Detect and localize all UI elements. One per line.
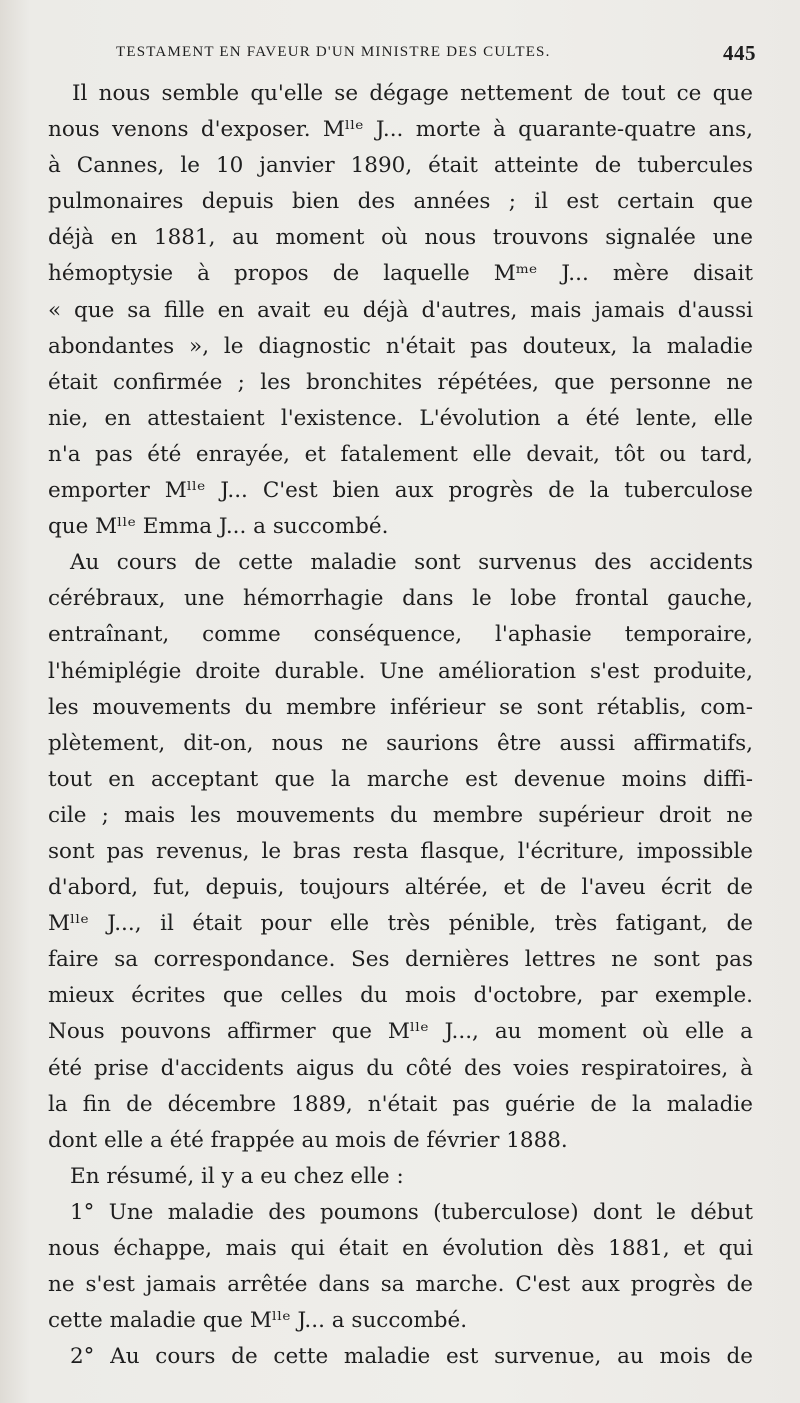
text-line: abondantes », le diagnostic n'était pas douteux, la maladie	[48, 333, 753, 359]
paragraph	[48, 545, 753, 1159]
body-text	[48, 76, 753, 1375]
text-line: Nous pouvons affirmer que Mˡˡᵉ J..., au moment où elle a	[48, 1019, 753, 1045]
running-header	[116, 41, 756, 65]
text-line: En résumé, il y a eu chez elle :	[70, 1163, 404, 1189]
text-line: nous venons d'exposer. Mˡˡᵉ J... morte à quarante-quatre ans,	[48, 117, 753, 143]
text-line: cette maladie que Mˡˡᵉ J... a succombé.	[48, 1308, 468, 1334]
paragraph	[48, 1159, 753, 1195]
text-line: « que sa fille en avait eu déjà d'autres, mais jamais d'aussi	[48, 297, 753, 323]
text-line: cile ; mais les mouvements du membre supérieur droit ne	[48, 802, 753, 828]
page-number: 445	[723, 41, 756, 65]
text-line: été prise d'accidents aigus du côté des voies respiratoires, à	[48, 1055, 753, 1081]
text-line: déjà en 1881, au moment où nous trouvons signalée une	[48, 225, 753, 251]
text-line: à Cannes, le 10 janvier 1890, était atteinte de tubercules	[48, 153, 753, 179]
text-line: hémoptysie à propos de laquelle Mᵐᵉ J... mère disait	[48, 261, 753, 287]
text-line: l'hémiplégie droite durable. Une amélioration s'est produite,	[48, 658, 753, 684]
text-line: mieux écrites que celles du mois d'octobre, par exemple.	[48, 983, 753, 1009]
text-line: dont elle a été frappée au mois de février 1888.	[48, 1127, 568, 1153]
paragraph	[48, 76, 753, 545]
text-line: d'abord, fut, depuis, toujours altérée, et de l'aveu écrit de	[48, 875, 753, 901]
text-line: ne s'est jamais arrêtée dans sa marche. C'est aux progrès de	[48, 1272, 753, 1298]
text-line: n'a pas été enrayée, et fatalement elle devait, tôt ou tard,	[48, 441, 753, 467]
text-line: faire sa correspondance. Ses dernières lettres ne sont pas	[48, 947, 753, 973]
text-line: 1° Une maladie des poumons (tuberculose) dont le début	[70, 1199, 753, 1225]
text-line: que Mˡˡᵉ Emma J... a succombé.	[48, 514, 389, 540]
text-line: Il nous semble qu'elle se dégage nettement de tout ce que	[72, 81, 753, 106]
text-line: nous échappe, mais qui était en évolution dès 1881, et qui	[48, 1236, 753, 1261]
text-line: 2° Au cours de cette maladie est survenue, au mois de	[70, 1344, 753, 1370]
running-title: TESTAMENT EN FAVEUR D'UN MINISTRE DES CULTES.	[116, 44, 551, 60]
text-line: emporter Mˡˡᵉ J... C'est bien aux progrès de la tuberculose	[48, 478, 753, 504]
text-line: sont pas revenus, le bras resta flasque, l'écriture, impossible	[48, 838, 753, 864]
paragraph	[48, 1195, 753, 1339]
text-line: Mˡˡᵉ J..., il était pour elle très pénible, très fatigant, de	[48, 911, 753, 937]
text-line: entraînant, comme conséquence, l'aphasie temporaire,	[48, 622, 753, 648]
text-line: cérébraux, une hémorrhagie dans le lobe frontal gauche,	[48, 586, 753, 612]
text-line: nie, en attestaient l'existence. L'évolution a été lente, elle	[48, 405, 753, 431]
text-line: Au cours de cette maladie sont survenus des accidents	[70, 550, 753, 576]
text-line: la fin de décembre 1889, n'était pas guérie de la maladie	[48, 1091, 753, 1117]
text-line: les mouvements du membre inférieur se sont rétablis, com-	[48, 694, 753, 720]
paragraph	[48, 1339, 753, 1375]
text-line: était confirmée ; les bronchites répétées, que personne ne	[48, 369, 753, 395]
text-line: pulmonaires depuis bien des années ; il est certain que	[48, 189, 753, 215]
text-line: tout en acceptant que la marche est devenue moins diffi-	[48, 766, 753, 792]
text-line: plètement, dit-on, nous ne saurions être aussi affirmatifs,	[48, 730, 753, 756]
